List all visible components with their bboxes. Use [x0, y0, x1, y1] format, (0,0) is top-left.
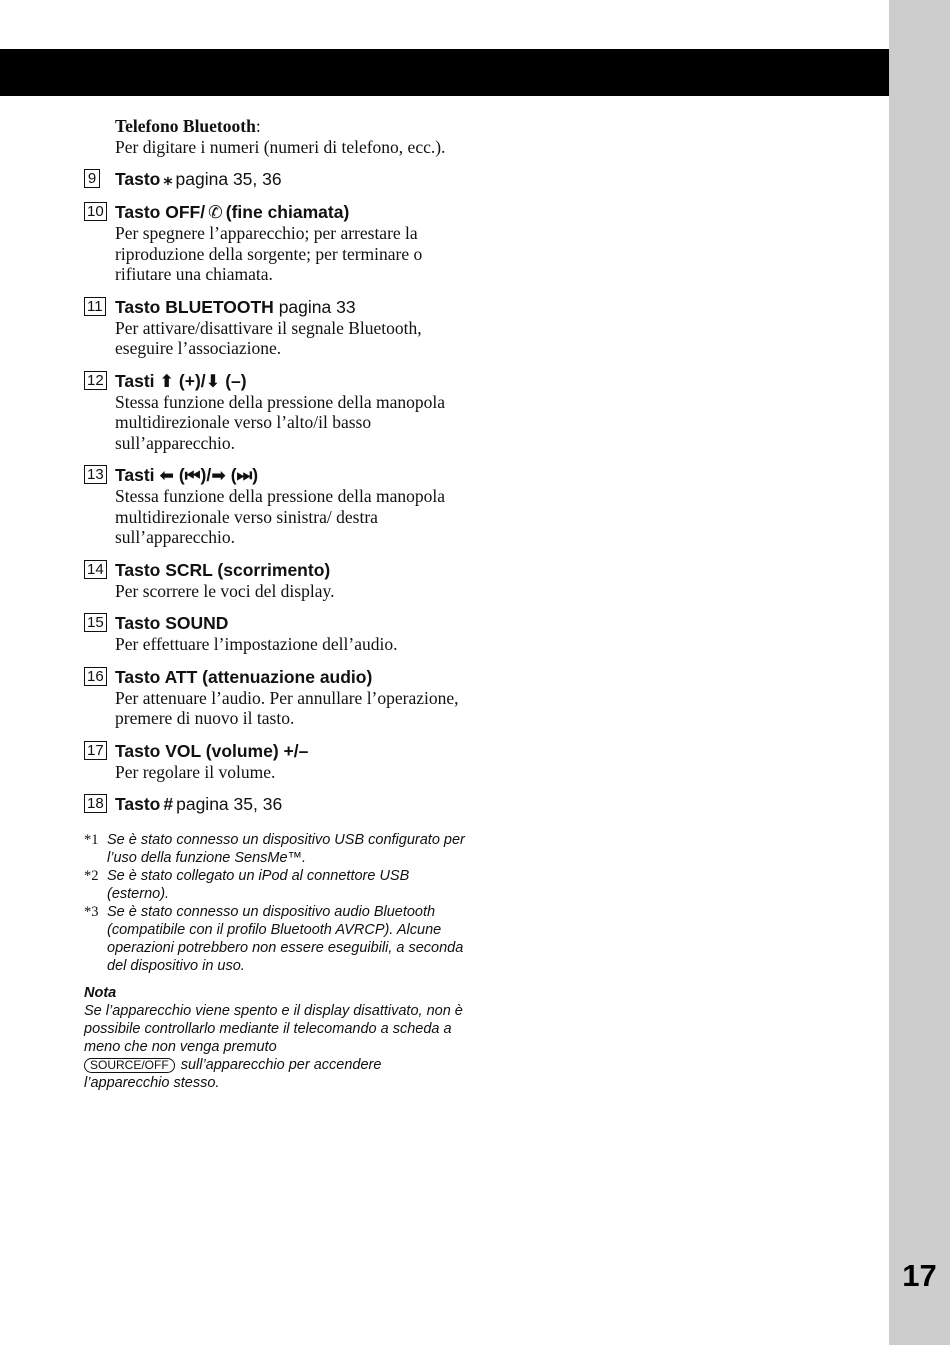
- footnote-text: Se è stato connesso un dispositivo audio Bluetooth (compatibile con il profilo Bluetooth AVRCP). Alcune operazioni potrebbero non essere eseguibili, a seconda del dispositivo in uso.: [107, 904, 464, 974]
- item-title-text: Tasto OFF/: [115, 202, 206, 222]
- list-item-18: [84, 793, 469, 815]
- list-item-14: [84, 559, 469, 602]
- item-title-text: Tasto: [115, 794, 161, 814]
- item-description: Per attivare/disattivare il segnale Bluetooth, eseguire l’associazione.: [115, 317, 422, 358]
- item-title-suffix: (fine chiamata): [225, 202, 350, 222]
- item-title: Tasto SCRL (scorrimento): [115, 559, 331, 580]
- note-block: [84, 984, 469, 1092]
- note-text-after: sull’apparecchio per accendere l’apparecchio stesso.: [84, 1057, 382, 1091]
- list-item-16: [84, 666, 469, 729]
- note-text: Se l’apparecchio viene spento e il display disattivato, non è possibile controllarlo mediante il telecomando a scheda a meno che non venga premuto: [84, 1003, 463, 1055]
- footnote: [84, 903, 469, 975]
- page-number: 17: [902, 1258, 937, 1293]
- intro-label: Telefono Bluetooth: [115, 116, 256, 136]
- list-item-12: [84, 370, 469, 454]
- item-description: Stessa funzione della pressione della manopola multidirezionale verso sinistra/ destra sull’apparecchio.: [115, 486, 445, 547]
- page-reference: pagina 35, 36: [176, 794, 283, 814]
- item-title: Tasto VOL (volume) +/–: [115, 740, 309, 761]
- footnote-mark: *1: [84, 832, 99, 848]
- footnote-mark: *2: [84, 868, 99, 884]
- item-title: [115, 296, 469, 318]
- item-number: 18: [84, 794, 107, 813]
- item-title-text: Tasto BLUETOOTH: [115, 296, 274, 317]
- item-description: Stessa funzione della pressione della manopola multidirezionale verso l’alto/il basso sull’apparecchio.: [115, 391, 445, 453]
- item-number: 14: [84, 560, 107, 579]
- item-description: Per attenuare l’audio. Per annullare l’operazione, premere di nuovo il tasto.: [115, 687, 459, 728]
- item-title: Tasti ⬆ (+)/⬇ (–): [115, 370, 247, 391]
- hash-icon: #: [163, 794, 174, 814]
- page-reference: pagina 35, 36: [175, 169, 282, 189]
- page-reference: pagina 33: [278, 296, 356, 317]
- item-number: 12: [84, 371, 107, 390]
- item-number: 10: [84, 202, 107, 221]
- intro-block: [115, 116, 469, 157]
- list-item-13: [84, 464, 469, 548]
- item-description: Per spegnere l’apparecchio; per arrestare la riproduzione della sorgente; per terminare o rifiutare una chiamata.: [115, 223, 423, 284]
- item-number: 9: [84, 169, 100, 188]
- item-number: 16: [84, 667, 107, 686]
- list-item-10: [84, 201, 469, 285]
- note-title: Nota: [84, 985, 117, 1001]
- list-item-9: [84, 168, 469, 190]
- intro-colon: :: [255, 116, 261, 136]
- header-bar: [0, 49, 889, 96]
- item-title: Tasto ATT (attenuazione audio): [115, 666, 373, 687]
- footnote: [84, 831, 469, 867]
- list-item-17: [84, 740, 469, 783]
- item-title: [115, 793, 469, 815]
- item-number: 15: [84, 613, 107, 632]
- list-item-15: [84, 612, 469, 655]
- footnotes: [84, 831, 469, 975]
- item-description: Per scorrere le voci del display.: [115, 580, 335, 601]
- item-title: [115, 168, 469, 190]
- item-title: Tasti ⬅ (⏮)/➡ (⏭): [115, 465, 259, 485]
- item-description: Per effettuare l’impostazione dell’audio.: [115, 634, 398, 654]
- main-content: [84, 116, 469, 1092]
- source-off-button-label: SOURCE/OFF: [84, 1058, 175, 1073]
- item-title-text: Tasto: [115, 169, 161, 189]
- footnote-text: Se è stato connesso un dispositivo USB configurato per l’uso della funzione SensMe™.: [107, 832, 465, 866]
- side-strip: [889, 0, 950, 1345]
- item-title: [115, 201, 469, 223]
- intro-text: Per digitare i numeri (numeri di telefono, ecc.).: [115, 136, 446, 157]
- item-number: 13: [84, 465, 107, 484]
- item-title: Tasto SOUND: [115, 613, 229, 633]
- item-description: Per regolare il volume.: [115, 761, 276, 782]
- list-item-11: [84, 296, 469, 359]
- item-number: 17: [84, 741, 107, 760]
- item-number: 11: [84, 297, 106, 316]
- hang-up-phone-icon: ✆: [208, 202, 223, 222]
- asterisk-icon: ⁎: [163, 169, 173, 189]
- footnote: [84, 867, 469, 903]
- footnote-text: Se è stato collegato un iPod al connettore USB (esterno).: [107, 868, 410, 902]
- footnote-mark: *3: [84, 904, 99, 920]
